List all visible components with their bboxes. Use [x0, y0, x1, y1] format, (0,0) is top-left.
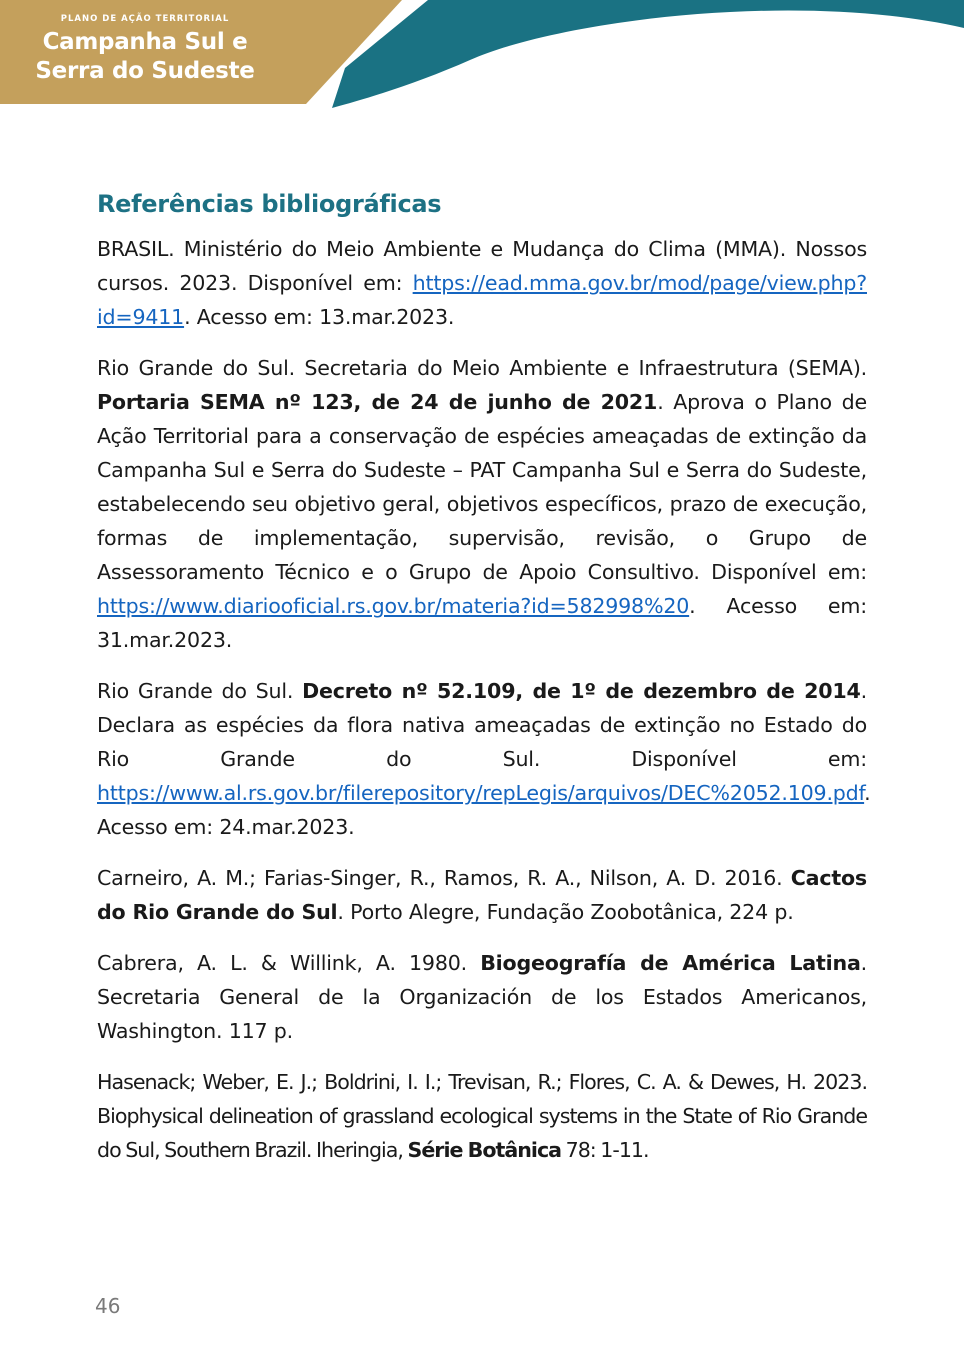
reference-link[interactable]: https://www.diariooficial.rs.gov.br/materia?id=582998%20: [97, 594, 690, 618]
references-section: [97, 190, 871, 1184]
brand-kicker: PLANO DE AÇÃO TERRITORIAL: [60, 14, 230, 24]
reference-item: Hasenack; Weber, E. J.; Boldrini, I. I.; Trevisan, R.; Flores, C. A. & Dewes, H. 2023. Biophysical delineation of grassland ecological systems in the State of Rio Grande do Sul, Southern Brazil. Iheringia, Série Botânica 78: 1-11.: [97, 1070, 867, 1162]
reference-item: Cabrera, A. L. & Willink, A. 1980. Biogeografía de América Latina. Secretaria General de la Organización de los Estados Americanos, Washington. 117 p.: [97, 951, 867, 1043]
reference-item: Rio Grande do Sul. Decreto nº 52.109, de 1º de dezembro de 2014. Declara as espécies da flora nativa ameaçadas de extinção no Estado do Rio Grande do Sul. Disponível em: https://www.al.rs.gov.br/filerepository/repLegis/arquivos/DEC%2052.109.pdf. Acesso em: 24.mar.2023.: [97, 679, 871, 839]
reference-title: Cactos do Rio Grande do Sul: [97, 866, 867, 924]
reference-link[interactable]: https://ead.mma.gov.br/mod/page/view.php?id=9411: [97, 271, 867, 329]
reference-item: Carneiro, A. M.; Farias-Singer, R., Ramos, R. A., Nilson, A. D. 2016. Cactos do Rio Grande do Sul. Porto Alegre, Fundação Zoobotânica, 224 p.: [97, 866, 867, 924]
reference-title: Biogeografía de América Latina: [480, 951, 861, 975]
reference-item: BRASIL. Ministério do Meio Ambiente e Mudança do Clima (MMA). Nossos cursos. 2023. Disponível em: https://ead.mma.gov.br/mod/page/view.php?id=9411. Acesso em: 13.mar.2023.: [97, 237, 867, 329]
reference-link[interactable]: https://www.al.rs.gov.br/filerepository/repLegis/arquivos/DEC%2052.109.pdf: [97, 781, 865, 805]
reference-item: Rio Grande do Sul. Secretaria do Meio Ambiente e Infraestrutura (SEMA). Portaria SEMA nº 123, de 24 de junho de 2021. Aprova o Plano de Ação Territorial para a conservação de espécies ameaçadas de extinção da Campanha Sul e Serra do Sudeste – PAT Campanha Sul e Serra do Sudeste, estabelecendo seu objetivo geral, objetivos específicos, prazo de execução, formas de implementação, supervisão, revisão, o Grupo de Assessoramento Técnico e o Grupo de Apoio Consultivo. Disponível em: https://www.diariooficial.rs.gov.br/materia?id=582998%20. Acesso em: 31.mar.2023.: [97, 356, 868, 652]
brand-title-line1: Campanha Sul e: [42, 29, 248, 55]
brand-title-line2: Serra do Sudeste: [35, 58, 255, 84]
page-number: 46: [95, 1294, 121, 1318]
section-title: Referências bibliográficas: [97, 190, 442, 218]
brand-title: [0, 28, 380, 86]
reference-title: Portaria SEMA nº 123, de 24 de junho de 2021: [97, 390, 658, 414]
reference-title: Decreto nº 52.109, de 1º de dezembro de 2014: [302, 679, 861, 703]
brand-block: [0, 14, 380, 86]
reference-title: Série Botânica: [407, 1138, 562, 1162]
header-teal-wave: [332, 0, 964, 108]
